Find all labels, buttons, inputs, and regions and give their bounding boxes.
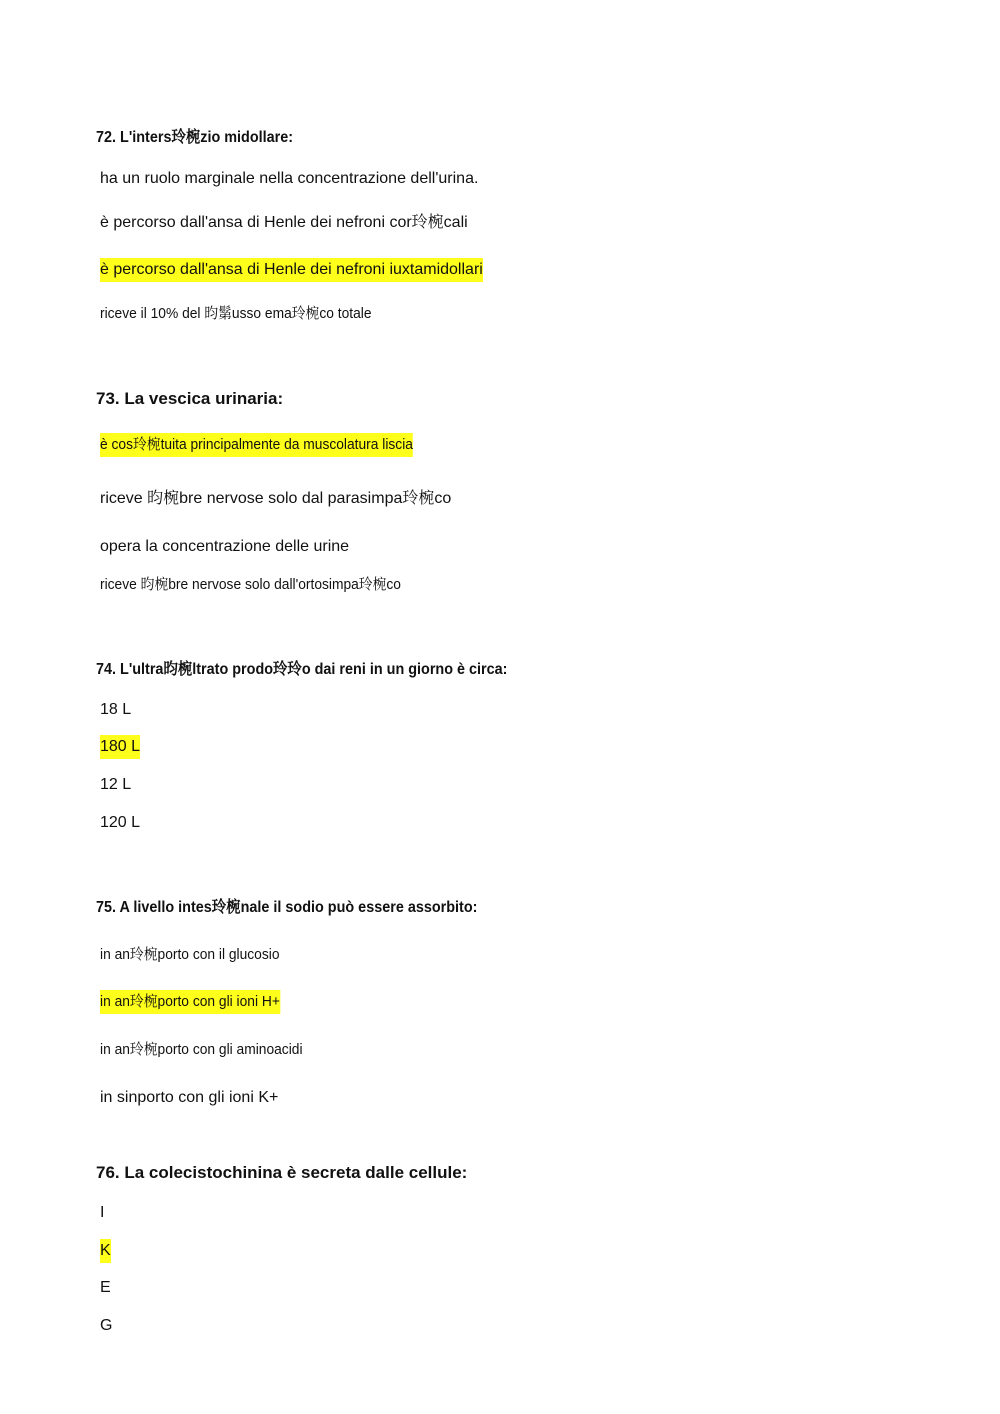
answer-option: opera la concentrazione delle urine bbox=[100, 538, 350, 555]
answer-option-correct: in an玲椀porto con gli ioni H+ bbox=[100, 990, 280, 1014]
answer-option-correct: 180 L bbox=[100, 735, 140, 759]
answer-option-correct: K bbox=[100, 1239, 111, 1263]
answer-option: in sinporto con gli ioni K+ bbox=[100, 1089, 279, 1106]
question-title-72: 72. L'inters玲椀zio midollare: bbox=[96, 129, 294, 146]
answer-option: I bbox=[100, 1204, 105, 1221]
answer-option: riceve 昀椀bre nervose solo dall'ortosimpa玲椀co bbox=[100, 576, 401, 593]
question-title-76: 76. La colecistochinina è secreta dalle cellule: bbox=[96, 1163, 468, 1182]
answer-option: E bbox=[100, 1279, 111, 1296]
answer-option-correct: è percorso dall'ansa di Henle dei nefroni iuxtamidollari bbox=[100, 258, 483, 282]
answer-option: è percorso dall'ansa di Henle dei nefroni cor玲椀cali bbox=[100, 214, 468, 231]
answer-option: in an玲椀porto con il glucosio bbox=[100, 946, 280, 963]
answer-option: G bbox=[100, 1317, 113, 1334]
question-title-73: 73. La vescica urinaria: bbox=[96, 389, 284, 408]
answer-option: in an玲椀porto con gli aminoacidi bbox=[100, 1041, 303, 1058]
answer-option: riceve il 10% del 昀鬀usso ema玲椀co totale bbox=[100, 305, 372, 322]
answer-option-correct: è cos玲椀tuita principalmente da muscolatura liscia bbox=[100, 433, 413, 457]
answer-option: 12 L bbox=[100, 776, 132, 793]
answer-option: 120 L bbox=[100, 814, 141, 831]
question-title-74: 74. L'ultra昀椀ltrato prodo玲玲o dai reni in un giorno è circa: bbox=[96, 661, 508, 678]
answer-option: riceve 昀椀bre nervose solo dal parasimpa玲椀co bbox=[100, 490, 452, 507]
question-title-75: 75. A livello intes玲椀nale il sodio può essere assorbito: bbox=[96, 899, 478, 916]
answer-option: ha un ruolo marginale nella concentrazione dell'urina. bbox=[100, 170, 479, 187]
answer-option: 18 L bbox=[100, 701, 132, 718]
